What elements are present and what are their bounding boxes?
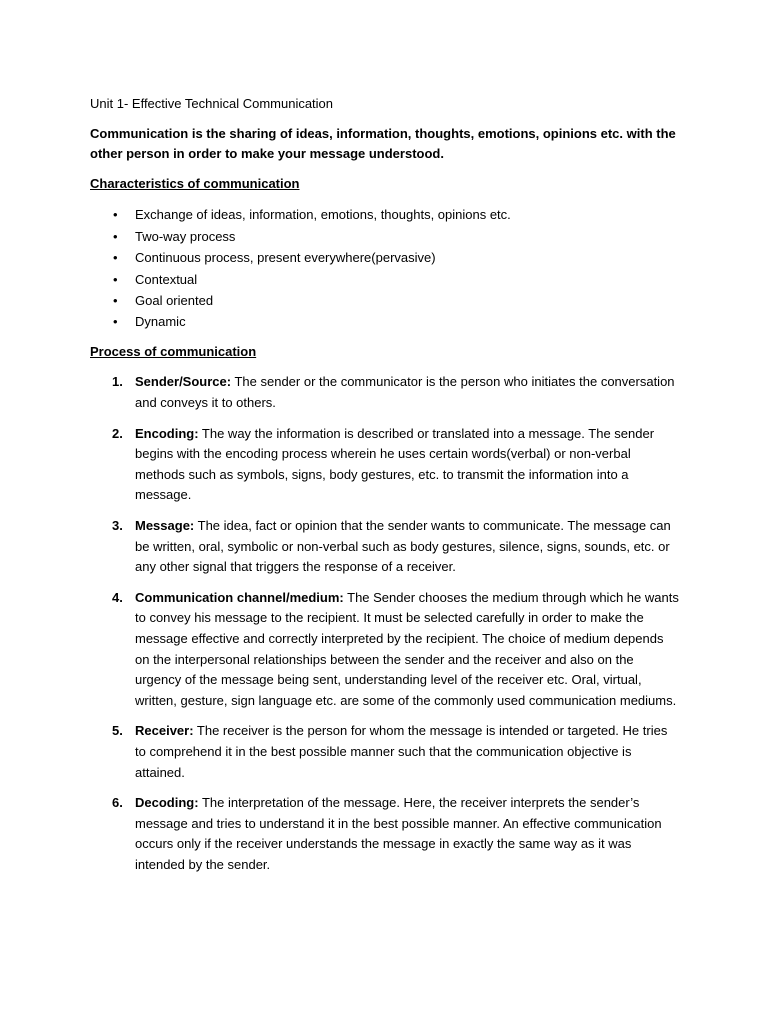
step-term: Communication channel/medium:	[135, 589, 344, 605]
step-number: 2.	[112, 425, 123, 441]
list-item-text: Goal oriented	[135, 293, 214, 308]
step-text: The interpretation of the message. Here, the receiver interprets the sender’s message and tries to understand it in the best possible manner. An effective communication occurs only if the receiver understands the message in exactly the same way as it was intended by the sender.	[135, 795, 662, 872]
step-text: The Sender chooses the medium through which he wants to convey his message to the recipient. It must be selected carefully in order to make the message effective and correctly interpreted by the recipient. The choice of medium depends on the interpersonal relationships between the sender and the receiver and also on the urgency of the message being sent, understanding level of the receiver etc. Oral, virtual, written, gesture, sign language etc. are some of the commonly used communication mediums.	[135, 589, 679, 708]
list-item-text: Continuous process, present everywhere(pervasive)	[135, 250, 436, 266]
process-step	[90, 588, 680, 712]
step-text: The way the information is described or translated into a message. The sender begins with the encoding process wherein he uses certain words(verbal) or non-verbal methods such as symbols, signs, body gestures, etc. to transmit the information into a message.	[135, 425, 655, 503]
step-term: Decoding:	[135, 795, 199, 811]
list-item	[90, 269, 680, 290]
process-step	[90, 721, 680, 783]
process-step	[90, 516, 680, 578]
document-title: Unit 1- Effective Technical Communication	[90, 96, 334, 111]
list-item	[90, 204, 680, 225]
bullet-icon: •	[113, 271, 118, 287]
step-term: Receiver:	[135, 723, 194, 739]
bullet-icon: •	[113, 293, 118, 308]
step-number: 5.	[112, 723, 123, 739]
process-step	[90, 424, 680, 506]
list-item	[90, 311, 680, 332]
bullet-icon: •	[113, 314, 118, 330]
list-item	[90, 247, 680, 268]
step-number: 4.	[112, 589, 123, 605]
list-item-text: Contextual	[135, 271, 198, 287]
step-number: 6.	[112, 795, 123, 811]
step-number: 1.	[112, 374, 123, 390]
bullet-icon: •	[113, 250, 118, 266]
process-step	[90, 372, 680, 413]
bullet-icon: •	[113, 228, 118, 244]
step-text: The idea, fact or opinion that the sender wants to communicate. The message can be written, oral, symbolic or non-verbal such as body gestures, silence, signs, sounds, etc. or any other signal that triggers the response of a receiver.	[135, 517, 671, 575]
step-term: Encoding:	[135, 425, 199, 441]
step-text: The receiver is the person for whom the message is intended or targeted. He tries to comprehend it in the best possible manner such that the communication objective is attained.	[135, 723, 668, 780]
list-item-text: Two-way process	[135, 228, 236, 244]
step-number: 3.	[112, 517, 123, 533]
list-item	[90, 290, 680, 311]
step-text: The sender or the communicator is the person who initiates the conversation and conveys it to others.	[135, 374, 675, 410]
bullet-icon: •	[113, 207, 118, 223]
characteristics-heading: Characteristics of communication	[90, 175, 300, 191]
list-item	[90, 226, 680, 247]
process-step	[90, 793, 680, 875]
intro-paragraph: Communication is the sharing of ideas, information, thoughts, emotions, opinions etc. with the other person in order to make your message understood.	[90, 125, 676, 162]
step-term: Sender/Source:	[135, 374, 232, 390]
process-heading: Process of communication	[90, 343, 257, 359]
characteristics-list	[90, 204, 680, 332]
process-steps-list	[90, 372, 680, 875]
step-term: Message:	[135, 517, 195, 533]
list-item-text: Dynamic	[135, 314, 186, 330]
list-item-text: Exchange of ideas, information, emotions, thoughts, opinions etc.	[135, 207, 511, 223]
